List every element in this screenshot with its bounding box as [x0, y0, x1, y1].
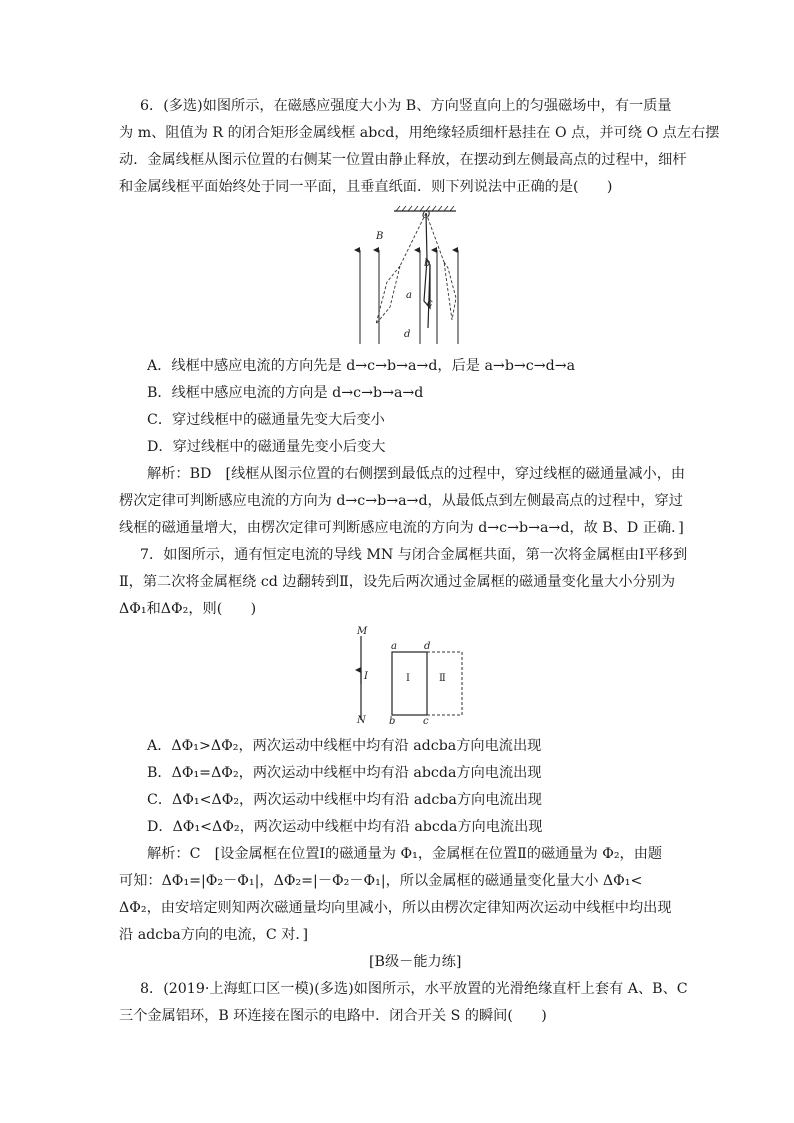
q7-option-b: B．ΔΦ₁=ΔΦ₂，两次运动中线框中均有沿 abcda方向电流出现: [147, 765, 542, 781]
dashed-positions: [376, 213, 456, 324]
fig7-label-d: d: [424, 641, 431, 652]
q6-option-b: B．线框中感应电流的方向是 d→c→b→a→d: [147, 385, 424, 401]
q7-option-a: A．ΔΦ₁>ΔΦ₂，两次运动中线框中均有沿 adcba方向电流出现: [147, 738, 542, 754]
fig7-label-b: b: [389, 716, 396, 726]
fig6-label-O: O: [422, 210, 431, 221]
q8-line-1: 8．(2019·上海虹口区一模)(多选)如图所示，水平放置的光滑绝缘直杆上套有 A、B、C: [140, 981, 688, 997]
q7-figure: [355, 624, 475, 726]
q7-option-c: C．ΔΦ₁<ΔΦ₂，两次运动中线框中均有沿 adcba方向电流出现: [147, 792, 542, 808]
fig7-label-M: M: [357, 626, 368, 637]
section-heading: [B级－能力练]: [369, 954, 462, 970]
fig7-region-1: Ⅰ: [406, 673, 410, 684]
q6-line-4: 和金属线框平面始终处于同一平面，且垂直纸面．则下列说法中正确的是( ): [119, 179, 613, 195]
q7-option-d: D．ΔΦ₁<ΔΦ₂，两次运动中线框中均有沿 abcda方向电流出现: [147, 819, 543, 835]
fig7-label-c: c: [423, 716, 429, 726]
q8-line-2: 三个金属铝环，B 环连接在图示的电路中．闭合开关 S 的瞬间( ): [119, 1008, 547, 1024]
q6-line-1: 6．(多选)如图所示，在磁感应强度大小为 B、方向竖直向上的匀强磁场中，有一质量: [140, 98, 672, 114]
q7-analysis-4: 沿 adcba方向的电流，C 对．]: [119, 927, 309, 943]
q7-analysis-2: 可知：ΔΦ₁=|Φ₂－Φ₁|，ΔΦ₂=|－Φ₂－Φ₁|，所以金属框的磁通量变化量大小 ΔΦ₁<: [119, 873, 643, 889]
q6-analysis-3: 线框的磁通量增大，由楞次定律可判断感应电流的方向为 d→c→b→a→d，故 B、D 正确．]: [119, 520, 684, 536]
q6-line-2: 为 m、阻值为 R 的闭合矩形金属线框 abcd，用绝缘轻质细杆悬挂在 O 点，并可绕 O 点左右摆: [119, 125, 720, 141]
fig6-label-d: d: [404, 329, 411, 340]
fig6-label-a: a: [406, 290, 412, 301]
fig7-label-I: I: [364, 671, 368, 682]
fig6-label-b: b: [424, 258, 431, 269]
metal-frame-abcd: [424, 213, 430, 328]
fig7-label-a: a: [391, 641, 397, 652]
q7-line-3: ΔΦ₁和ΔΦ₂，则( ): [119, 601, 257, 617]
q6-analysis-1: 解析：BD [线框从图示位置的右侧摆到最低点的过程中，穿过线框的磁通量减小，由: [147, 466, 686, 482]
q7-analysis-1: 解析：C [设金属框在位置Ⅰ的磁通量为 Φ₁，金属框在位置Ⅱ的磁通量为 Φ₂，由题: [147, 846, 663, 862]
q6-figure: [340, 204, 480, 346]
q6-line-3: 动．金属线框从图示位置的右侧某一位置由静止释放，在摆动到左侧最高点的过程中，细杆: [119, 152, 687, 168]
q7-analysis-3: ΔΦ₂，由安培定则知两次磁通量均向里减小，所以由楞次定律知两次运动中线框中均出现: [119, 900, 672, 916]
q6-option-c: C．穿过线框中的磁通量先变大后变小: [147, 412, 385, 428]
fig6-label-B: B: [376, 231, 384, 242]
q7-line-1: 7．如图所示，通有恒定电流的导线 MN 与闭合金属框共面，第一次将金属框由Ⅰ平移到: [140, 547, 688, 563]
fig6-label-c: c: [427, 298, 433, 309]
q6-analysis-2: 楞次定律可判断感应电流的方向为 d→c→b→a→d，从最低点到左侧最高点的过程中，穿过: [119, 493, 683, 509]
fig7-label-N: N: [357, 715, 366, 726]
fig7-region-2: Ⅱ: [439, 673, 446, 684]
q6-option-a: A．线框中感应电流的方向先是 d→c→b→a→d，后是 a→b→c→d→a: [147, 358, 576, 374]
q7-line-2: Ⅱ，第二次将金属框绕 cd 边翻转到Ⅱ，设先后两次通过金属框的磁通量变化量大小分别为: [119, 574, 676, 590]
q6-option-d: D．穿过线框中的磁通量先变小后变大: [147, 439, 386, 455]
